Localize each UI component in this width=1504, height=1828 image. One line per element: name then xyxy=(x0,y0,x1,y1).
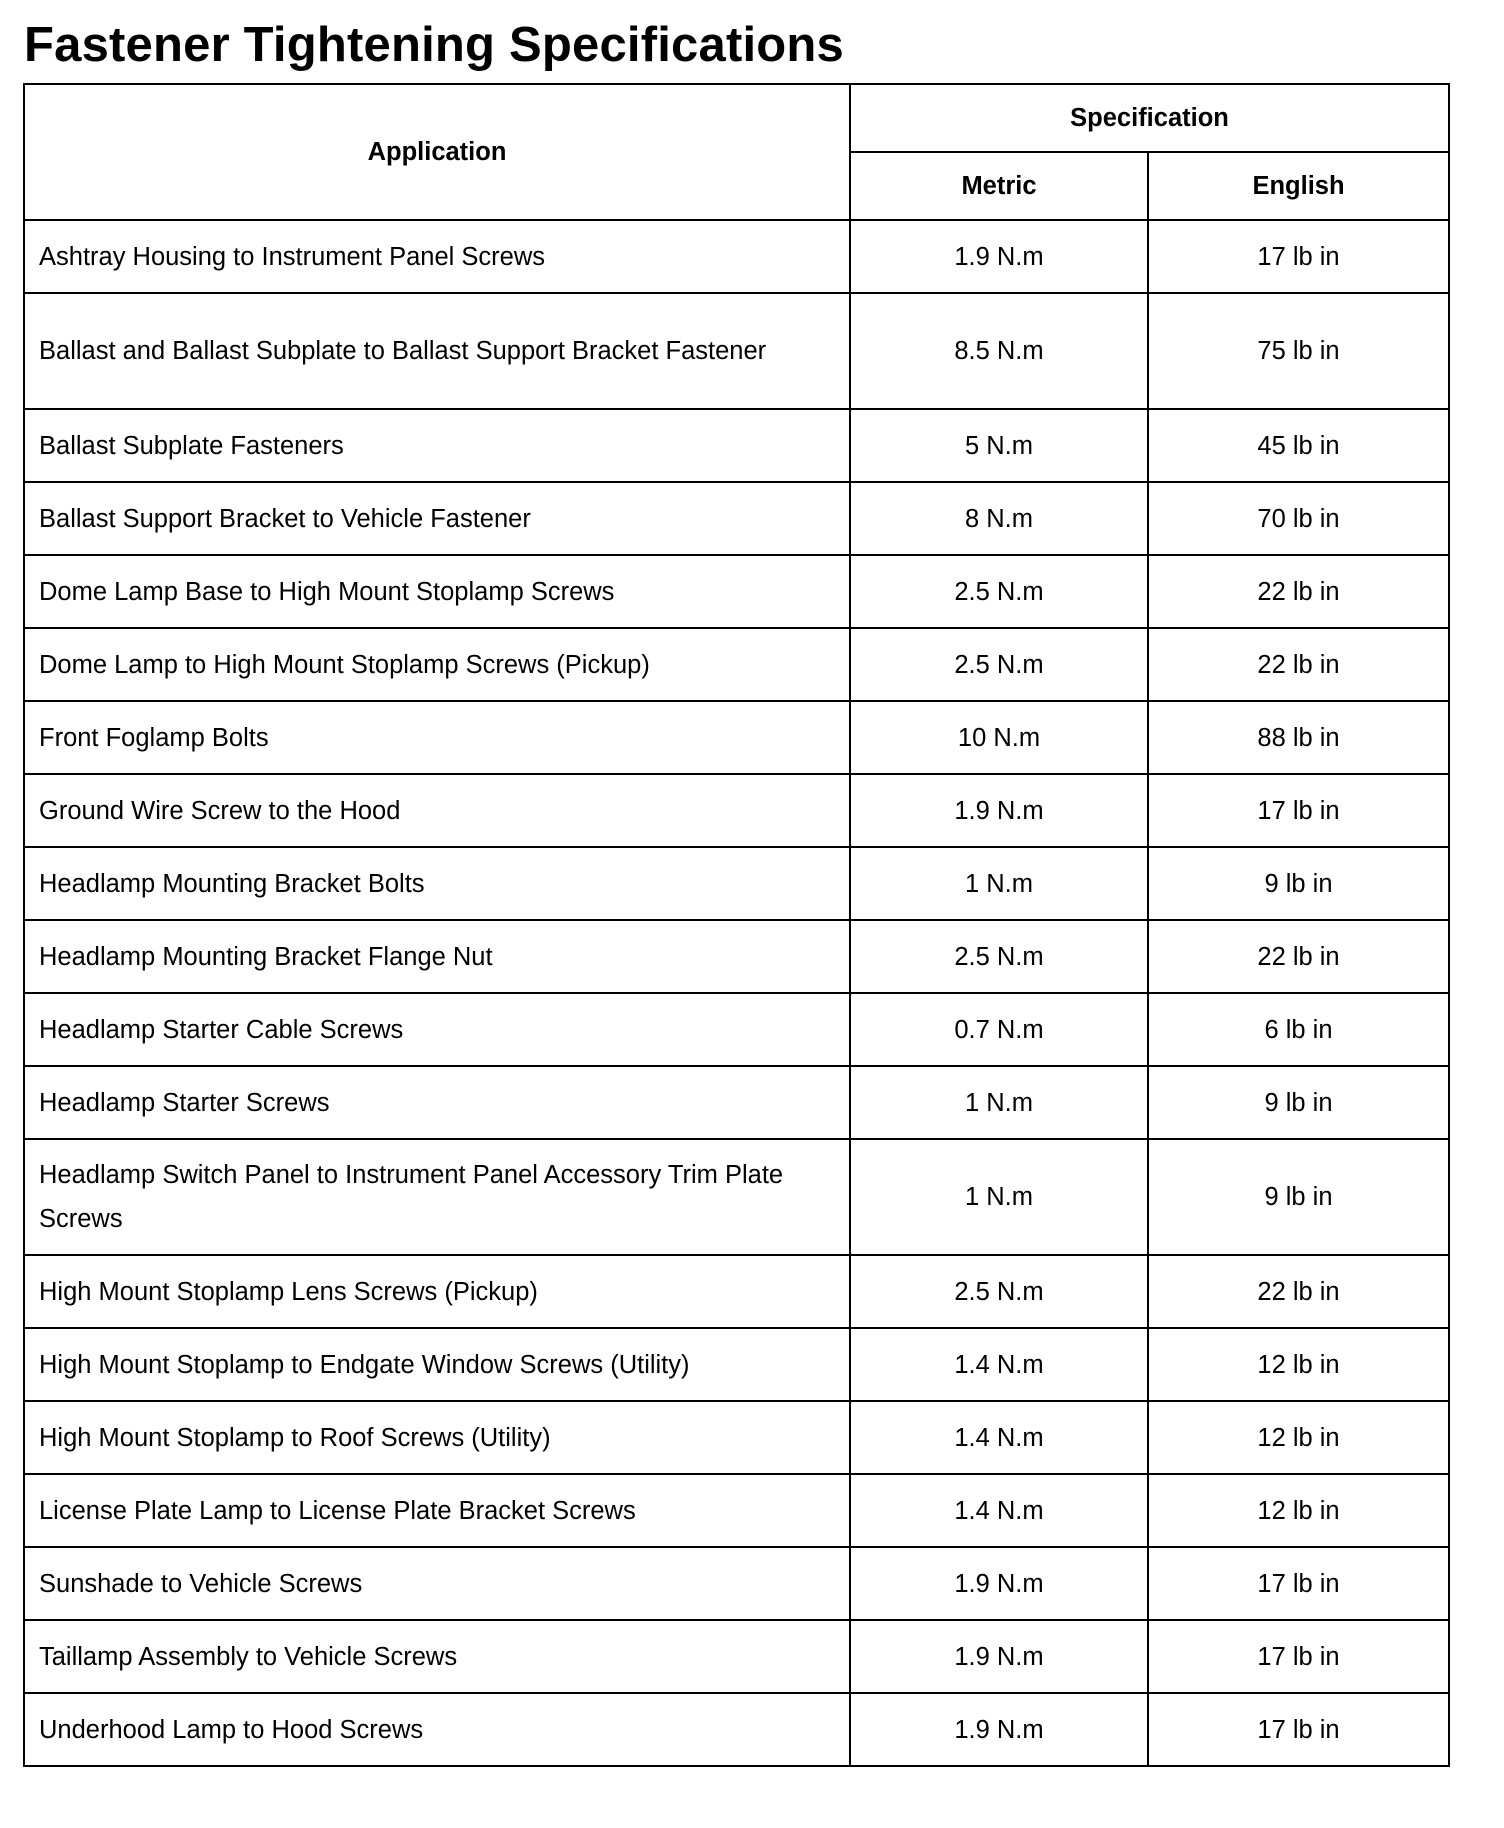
metric-cell: 1.4 N.m xyxy=(850,1328,1148,1401)
table-row xyxy=(24,1139,1449,1255)
metric-cell: 1.9 N.m xyxy=(850,1693,1148,1766)
english-cell: 88 lb in xyxy=(1148,701,1449,774)
table-header xyxy=(24,84,1449,220)
metric-cell: 1.9 N.m xyxy=(850,220,1148,293)
metric-cell: 0.7 N.m xyxy=(850,993,1148,1066)
metric-cell: 2.5 N.m xyxy=(850,555,1148,628)
application-cell: High Mount Stoplamp Lens Screws (Pickup) xyxy=(24,1255,850,1328)
metric-cell: 1.9 N.m xyxy=(850,774,1148,847)
application-header: Application xyxy=(24,84,850,220)
page-title: Fastener Tightening Specifications xyxy=(24,18,844,72)
english-cell: 9 lb in xyxy=(1148,847,1449,920)
application-cell: Dome Lamp Base to High Mount Stoplamp Screws xyxy=(24,555,850,628)
english-cell: 45 lb in xyxy=(1148,409,1449,482)
metric-cell: 1.4 N.m xyxy=(850,1474,1148,1547)
application-cell: Ballast Support Bracket to Vehicle Fastener xyxy=(24,482,850,555)
table-row xyxy=(24,220,1449,293)
table-row xyxy=(24,1693,1449,1766)
english-header: English xyxy=(1148,152,1449,220)
table-row xyxy=(24,1474,1449,1547)
english-cell: 12 lb in xyxy=(1148,1474,1449,1547)
table-row xyxy=(24,482,1449,555)
application-cell: High Mount Stoplamp to Endgate Window Screws (Utility) xyxy=(24,1328,850,1401)
english-cell: 12 lb in xyxy=(1148,1328,1449,1401)
metric-cell: 1.4 N.m xyxy=(850,1401,1148,1474)
application-cell: License Plate Lamp to License Plate Bracket Screws xyxy=(24,1474,850,1547)
english-cell: 22 lb in xyxy=(1148,920,1449,993)
metric-cell: 1 N.m xyxy=(850,847,1148,920)
english-cell: 17 lb in xyxy=(1148,1620,1449,1693)
metric-cell: 2.5 N.m xyxy=(850,1255,1148,1328)
table-row xyxy=(24,1401,1449,1474)
table-row xyxy=(24,920,1449,993)
table-row xyxy=(24,1620,1449,1693)
metric-cell: 8.5 N.m xyxy=(850,293,1148,409)
metric-cell: 1 N.m xyxy=(850,1139,1148,1255)
specification-header: Specification xyxy=(850,84,1449,152)
application-cell: Ashtray Housing to Instrument Panel Screws xyxy=(24,220,850,293)
table-row xyxy=(24,1255,1449,1328)
application-cell: Underhood Lamp to Hood Screws xyxy=(24,1693,850,1766)
english-cell: 22 lb in xyxy=(1148,628,1449,701)
table-row xyxy=(24,409,1449,482)
metric-cell: 10 N.m xyxy=(850,701,1148,774)
english-cell: 9 lb in xyxy=(1148,1139,1449,1255)
table-body xyxy=(24,220,1449,1766)
application-cell: Front Foglamp Bolts xyxy=(24,701,850,774)
english-cell: 6 lb in xyxy=(1148,993,1449,1066)
english-cell: 70 lb in xyxy=(1148,482,1449,555)
application-cell: High Mount Stoplamp to Roof Screws (Utility) xyxy=(24,1401,850,1474)
application-cell: Sunshade to Vehicle Screws xyxy=(24,1547,850,1620)
table-row xyxy=(24,293,1449,409)
application-cell: Taillamp Assembly to Vehicle Screws xyxy=(24,1620,850,1693)
table-row xyxy=(24,774,1449,847)
application-cell: Headlamp Mounting Bracket Flange Nut xyxy=(24,920,850,993)
metric-header: Metric xyxy=(850,152,1148,220)
table-row xyxy=(24,993,1449,1066)
english-cell: 17 lb in xyxy=(1148,1547,1449,1620)
application-cell: Ballast and Ballast Subplate to Ballast Support Bracket Fastener xyxy=(24,293,850,409)
metric-cell: 2.5 N.m xyxy=(850,920,1148,993)
english-cell: 22 lb in xyxy=(1148,555,1449,628)
table-row xyxy=(24,1066,1449,1139)
english-cell: 17 lb in xyxy=(1148,1693,1449,1766)
metric-cell: 1.9 N.m xyxy=(850,1620,1148,1693)
application-cell: Ground Wire Screw to the Hood xyxy=(24,774,850,847)
application-cell: Headlamp Starter Screws xyxy=(24,1066,850,1139)
english-cell: 17 lb in xyxy=(1148,774,1449,847)
metric-cell: 1.9 N.m xyxy=(850,1547,1148,1620)
table-row xyxy=(24,555,1449,628)
metric-cell: 2.5 N.m xyxy=(850,628,1148,701)
application-cell: Headlamp Starter Cable Screws xyxy=(24,993,850,1066)
table-row xyxy=(24,847,1449,920)
table-row xyxy=(24,628,1449,701)
application-cell: Headlamp Switch Panel to Instrument Panel Accessory Trim Plate Screws xyxy=(24,1139,850,1255)
english-cell: 12 lb in xyxy=(1148,1401,1449,1474)
table-row xyxy=(24,1328,1449,1401)
english-cell: 75 lb in xyxy=(1148,293,1449,409)
table-row xyxy=(24,1547,1449,1620)
table-row xyxy=(24,701,1449,774)
metric-cell: 1 N.m xyxy=(850,1066,1148,1139)
application-cell: Headlamp Mounting Bracket Bolts xyxy=(24,847,850,920)
application-cell: Dome Lamp to High Mount Stoplamp Screws (Pickup) xyxy=(24,628,850,701)
application-cell: Ballast Subplate Fasteners xyxy=(24,409,850,482)
metric-cell: 8 N.m xyxy=(850,482,1148,555)
english-cell: 22 lb in xyxy=(1148,1255,1449,1328)
fastener-spec-table xyxy=(23,83,1450,1767)
english-cell: 9 lb in xyxy=(1148,1066,1449,1139)
metric-cell: 5 N.m xyxy=(850,409,1148,482)
english-cell: 17 lb in xyxy=(1148,220,1449,293)
